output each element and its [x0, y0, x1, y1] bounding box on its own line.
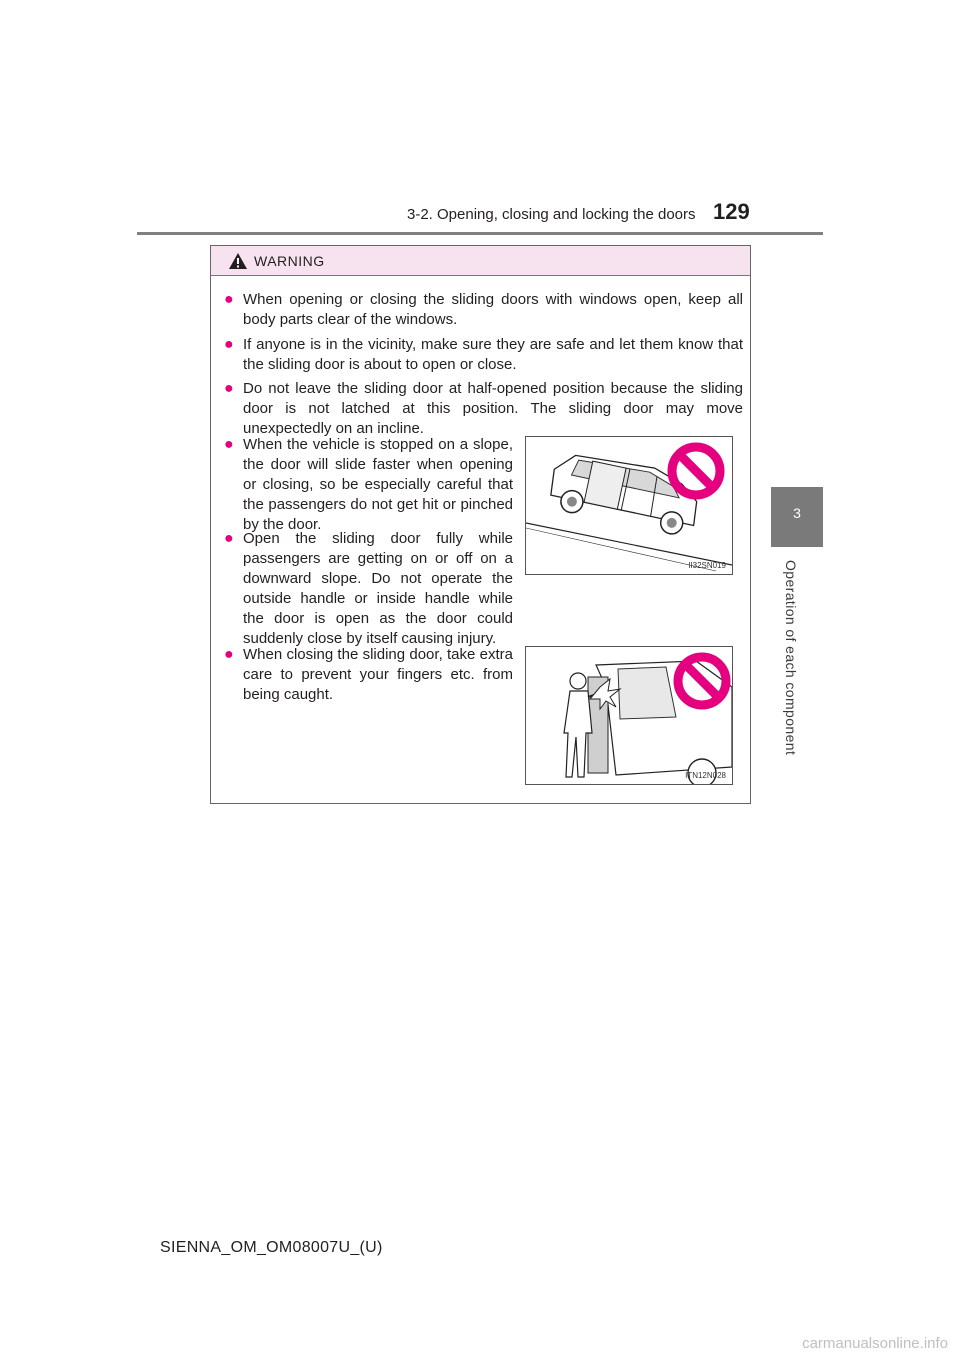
bullet-icon: ● [224, 436, 234, 453]
chapter-number: 3 [793, 505, 801, 521]
image-code: II32SN019 [688, 561, 726, 570]
warning-title: WARNING [254, 253, 325, 269]
bullet-icon: ● [224, 380, 234, 397]
warning-item-text: When opening or closing the sliding doors with windows open, keep all body parts clear of the windows. [243, 291, 743, 328]
door-pinch-illustration [525, 646, 733, 785]
warning-item [224, 529, 513, 649]
warning-item-text: If anyone is in the vicinity, make sure they are safe and let them know that the sliding door is about to open or close. [243, 336, 743, 373]
warning-item [224, 379, 743, 439]
watermark: carmanualsonline.info [802, 1335, 948, 1352]
slope-illustration [525, 436, 733, 575]
chapter-tab [771, 487, 823, 547]
warning-item-text: Do not leave the sliding door at half-opened position because the sliding door is not latched at this position. The sliding door may move unexpectedly on an incline. [243, 380, 743, 437]
footer-doc-code: SIENNA_OM_OM08007U_(U) [160, 1239, 383, 1256]
bullet-icon: ● [224, 336, 234, 353]
warning-triangle-icon [228, 252, 248, 270]
warning-header [211, 246, 750, 276]
finger-caught-drawing [526, 647, 732, 784]
warning-item [224, 645, 513, 705]
bullet-icon: ● [224, 646, 234, 663]
bullet-icon: ● [224, 291, 234, 308]
bullet-icon: ● [224, 530, 234, 547]
warning-item-text: When closing the sliding door, take extra care to prevent your fingers etc. from being caught. [243, 646, 513, 703]
page-number: 129 [713, 199, 750, 224]
header-rule [137, 232, 823, 235]
warning-item-text: Open the sliding door fully while passengers are getting on or off on a downward slope. Do not operate the outside handle or inside handle while the door is open as the door could suddenly close by itself causing injury. [243, 530, 513, 647]
van-on-slope-drawing [526, 437, 732, 574]
warning-item [224, 335, 743, 375]
warning-item [224, 435, 513, 535]
image-code: ITN12N028 [685, 771, 726, 780]
warning-item [224, 290, 743, 330]
header-title: 3-2. Opening, closing and locking the doors [407, 206, 696, 223]
chapter-title: Operation of each component [783, 560, 799, 756]
warning-box [210, 245, 751, 804]
warning-item-text: When the vehicle is stopped on a slope, the door will slide faster when opening or closing, so be especially careful that the passengers do not get hit or pinched by the door. [243, 436, 513, 533]
